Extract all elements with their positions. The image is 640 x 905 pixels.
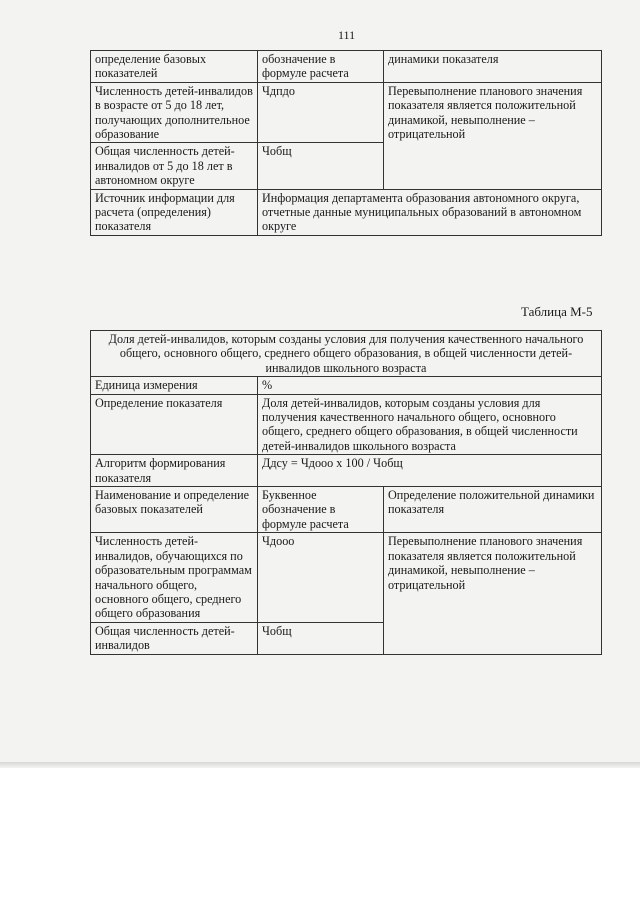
definition-label: Определение показателя bbox=[91, 394, 258, 455]
indicator-title: Доля детей-инвалидов, которым созданы условия для получения качественного начального общего, основного общего, среднего общего образования, в общей численности детей-инвалидов школьного возраста bbox=[91, 331, 602, 377]
base-indicator-name: Общая численность детей-инвалидов от 5 до 18 лет в автономном округе bbox=[91, 143, 258, 189]
table-row bbox=[91, 455, 602, 487]
blank-margin bbox=[0, 768, 640, 905]
base-indicator-name: Общая численность детей-инвалидов bbox=[91, 622, 258, 654]
header-cell-name: определение базовых показателей bbox=[91, 51, 258, 83]
indicator-table-m5 bbox=[90, 330, 602, 655]
header-cell-dynamics: Определение положительной динамики показателя bbox=[384, 487, 602, 533]
unit-value: % bbox=[258, 377, 602, 394]
base-indicator-symbol: Чдооо bbox=[258, 533, 384, 622]
table-row bbox=[91, 377, 602, 394]
table-row bbox=[91, 487, 602, 533]
page-number: 111 bbox=[338, 28, 356, 42]
table-row bbox=[91, 189, 602, 235]
dynamics-definition: Перевыполнение планового значения показателя является положительной динамикой, невыполнение – отрицательной bbox=[384, 533, 602, 654]
table-row bbox=[91, 331, 602, 377]
table-row bbox=[91, 533, 602, 622]
indicator-table-continued bbox=[90, 50, 602, 236]
source-label: Источник информации для расчета (определения) показателя bbox=[91, 189, 258, 235]
definition-value: Доля детей-инвалидов, которым созданы условия для получения качественного начального общего, основного общего, среднего общего образования, в общей численности детей-инвалидов школьного возраста bbox=[258, 394, 602, 455]
header-cell-symbol: обозначение в формуле расчета bbox=[258, 51, 384, 83]
header-cell-symbol: Буквенное обозначение в формуле расчета bbox=[258, 487, 384, 533]
table-row bbox=[91, 394, 602, 455]
base-indicator-name: Численность детей-инвалидов в возрасте от 5 до 18 лет, получающих дополнительное образование bbox=[91, 82, 258, 143]
base-indicator-symbol: Чдпдо bbox=[258, 82, 384, 143]
header-cell-name: Наименование и определение базовых показателей bbox=[91, 487, 258, 533]
base-indicator-symbol: Чобщ bbox=[258, 143, 384, 189]
source-text: Информация департамента образования автономного округа, отчетные данные муниципальных образований в автономном округе bbox=[258, 189, 602, 235]
table-caption: Таблица М-5 bbox=[521, 304, 593, 319]
unit-label: Единица измерения bbox=[91, 377, 258, 394]
header-cell-dynamics: динамики показателя bbox=[384, 51, 602, 83]
dynamics-definition: Перевыполнение планового значения показателя является положительной динамикой, невыполнение – отрицательной bbox=[384, 82, 602, 189]
base-indicator-name: Численность детей-инвалидов, обучающихся по образовательным программам начального общего, основного общего, среднего общего образования bbox=[91, 533, 258, 622]
algorithm-label: Алгоритм формирования показателя bbox=[91, 455, 258, 487]
algorithm-formula: Ддсу = Чдооо х 100 / Чобщ bbox=[258, 455, 602, 487]
table-row bbox=[91, 51, 602, 83]
base-indicator-symbol: Чобщ bbox=[258, 622, 384, 654]
table-row bbox=[91, 82, 602, 143]
